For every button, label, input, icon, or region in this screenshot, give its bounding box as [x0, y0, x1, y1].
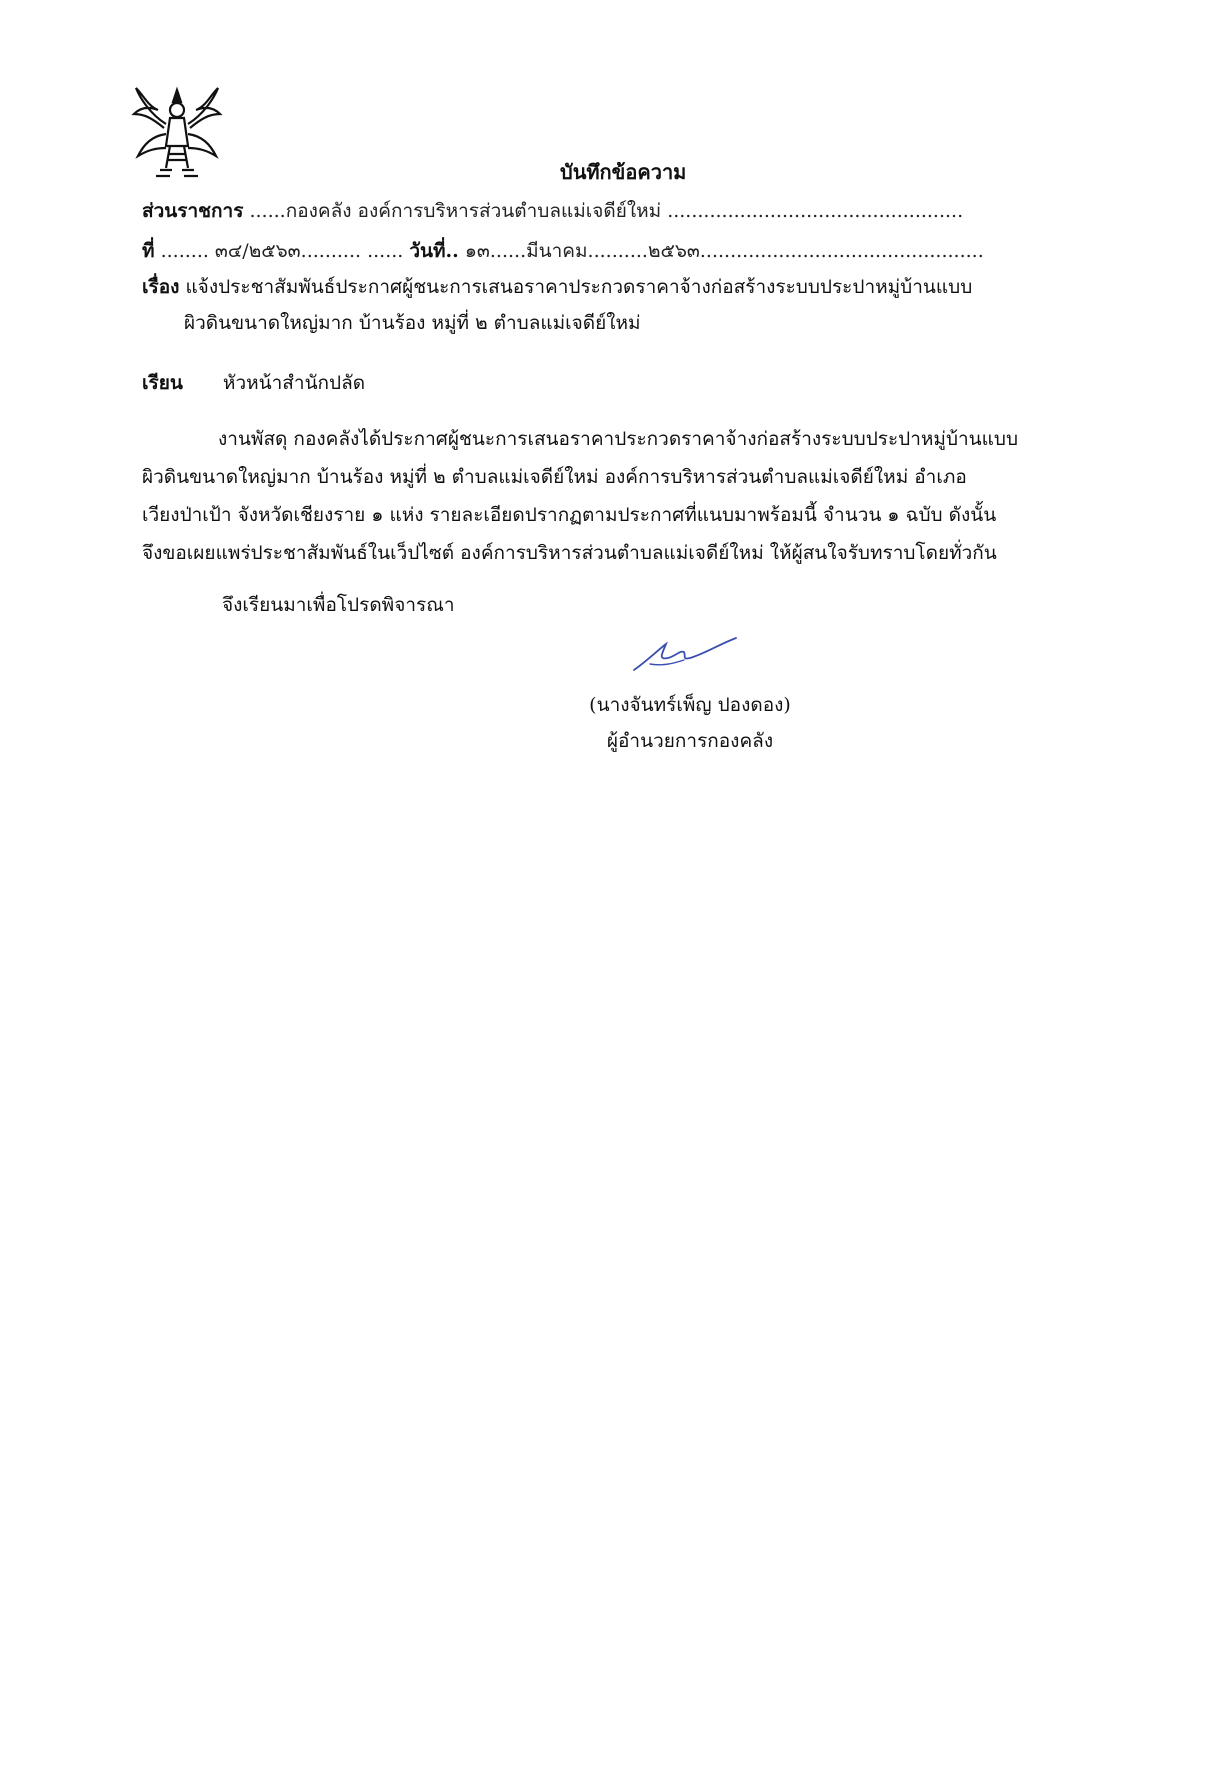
- date-label: วันที่..: [409, 240, 459, 262]
- body-line-3: เวียงป่าเป้า จังหวัดเชียงราย ๑ แห่ง รายละเอียดปรากฏตามประกาศที่แนบมาพร้อมนี้ จำนวน ๑ ฉบับ ดังนั้น: [142, 504, 997, 526]
- subject-text-2: ผิวดินขนาดใหญ่มาก บ้านร้อง หมู่ที่ ๒ ตำบลแม่เจดีย์ใหม่: [184, 312, 641, 334]
- body-line-2: ผิวดินขนาดใหญ่มาก บ้านร้อง หมู่ที่ ๒ ตำบลแม่เจดีย์ใหม่ องค์การบริหารส่วนตำบลแม่เจดีย์ใหม่ อำเภอ: [142, 466, 967, 488]
- closing-text: จึงเรียนมาเพื่อโปรดพิจารณา: [222, 594, 455, 616]
- subject-label: เรื่อง: [142, 276, 180, 298]
- garuda-emblem-icon: [130, 84, 224, 184]
- handwritten-signature: [628, 630, 740, 680]
- memo-title: บันทึกข้อความ: [560, 160, 687, 184]
- subject-line: [142, 272, 972, 302]
- subject-text-1: แจ้งประชาสัมพันธ์ประกาศผู้ชนะการเสนอราคาประกวดราคาจ้างก่อสร้างระบบประปาหมู่บ้านแบบ: [185, 276, 973, 298]
- addressee-value: หัวหน้าสำนักปลัด: [222, 372, 366, 394]
- reference-label: ที่: [142, 240, 155, 262]
- signatory-position: ผู้อำนวยการกองคลัง: [606, 730, 774, 752]
- signatory-name: (นางจันทร์เพ็ญ ปองดอง): [589, 694, 791, 716]
- reference-date-line: [142, 236, 984, 266]
- addressee-line: [142, 368, 365, 398]
- addressee-label: เรียน: [142, 372, 183, 394]
- department-value: ......กองคลัง องค์การบริหารส่วนตำบลแม่เจดีย์ใหม่ .................................................: [249, 200, 964, 222]
- date-value: ๑๓......มีนาคม..........๒๕๖๓...............................................: [464, 240, 984, 262]
- body-line-4: จึงขอเผยแพร่ประชาสัมพันธ์ในเว็ปไซต์ องค์การบริหารส่วนตำบลแม่เจดีย์ใหม่ ให้ผู้สนใจรับทราบโดยทั่วกัน: [142, 542, 997, 564]
- department-label: ส่วนราชการ: [142, 200, 244, 222]
- reference-value: ........ ๓๔/๒๕๖๓.......... ......: [160, 240, 410, 262]
- department-line: [142, 196, 963, 226]
- body-line-1: งานพัสดุ กองคลังได้ประกาศผู้ชนะการเสนอราคาประกวดราคาจ้างก่อสร้างระบบประปาหมู่บ้านแบบ: [218, 428, 1019, 450]
